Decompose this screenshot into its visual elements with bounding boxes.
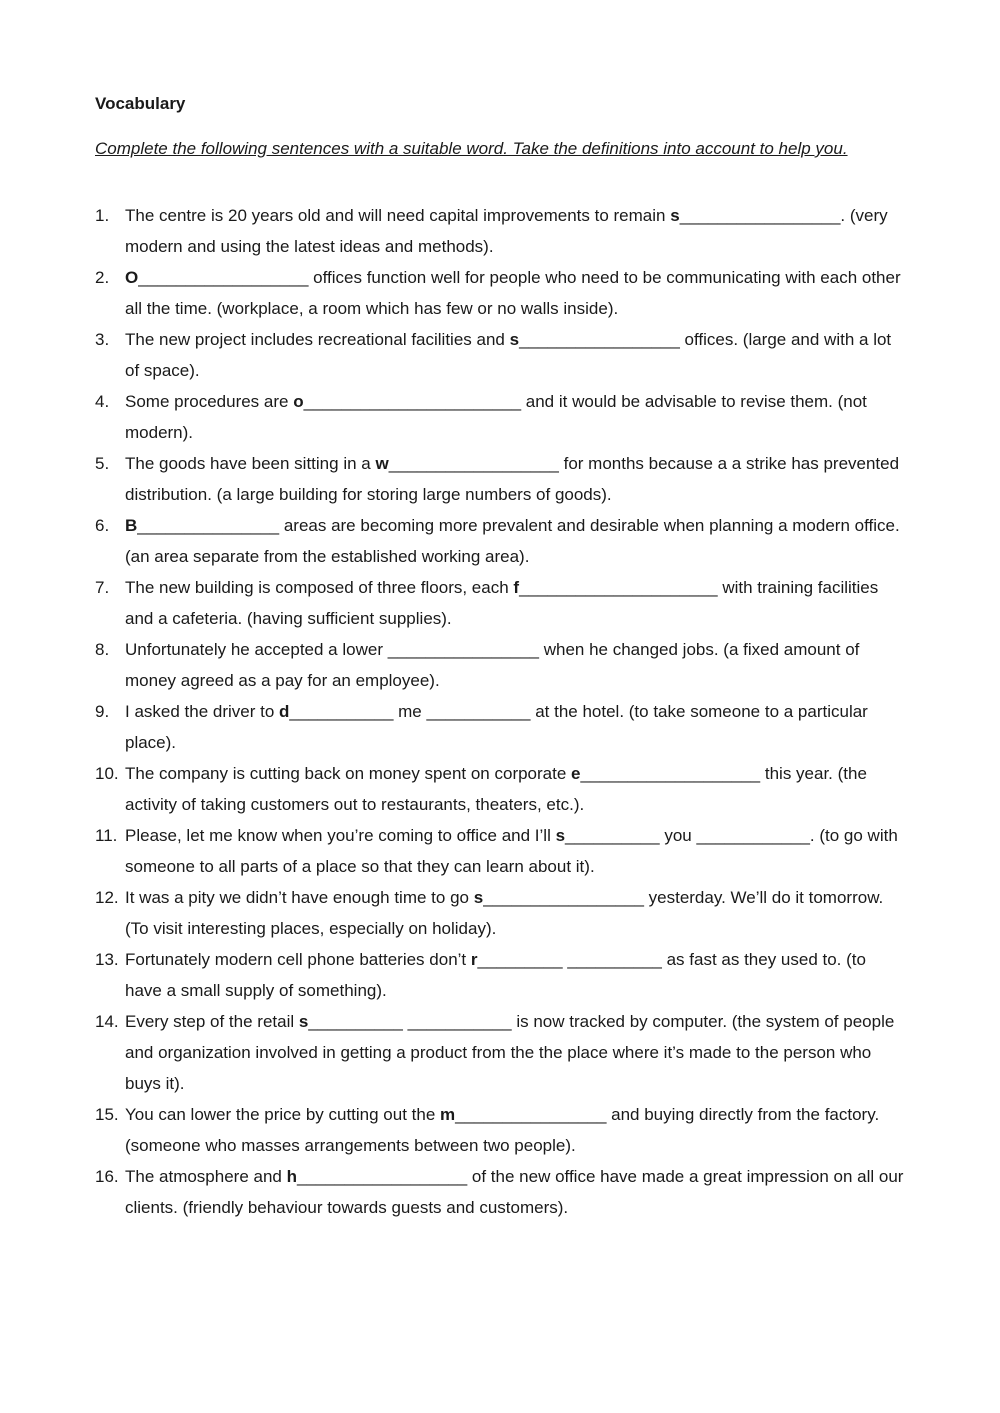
sentence-start: The goods have been sitting in a <box>125 454 376 473</box>
sentence-rest: _______________ areas are becoming more prevalent and desirable when planning a modern office. (an area separate from the established working area). <box>125 516 900 566</box>
item-text <box>125 392 867 442</box>
sentence-rest: __________________ offices function well for people who need to be communicating with each other all the time. (workplace, a room which has few or no walls inside). <box>125 268 901 318</box>
sentence-rest: ___________________ this year. (the activity of taking customers out to restaurants, theaters, etc.). <box>125 764 867 814</box>
sentence-rest: ________________ and buying directly from the factory. (someone who masses arrangements between two people). <box>125 1105 880 1155</box>
hint-letter: r <box>470 950 478 969</box>
sentence-rest: __________________ of the new office have made a great impression on all our clients. (friendly behaviour towards guests and customers). <box>125 1167 904 1217</box>
exercise-item <box>95 758 905 820</box>
sentence-rest: _______________________ and it would be advisable to revise them. (not modern). <box>125 392 867 442</box>
item-text <box>125 888 883 938</box>
sentence-start: Some procedures are <box>125 392 294 411</box>
sentence-start: The atmosphere and <box>125 1167 287 1186</box>
item-number: 6. <box>95 516 110 535</box>
sentence-start: I asked the driver to <box>125 702 280 721</box>
item-text <box>125 1012 894 1093</box>
sentence-start: Unfortunately he accepted a lower <box>125 640 388 659</box>
sentence-start: It was a pity we didn’t have enough time to go <box>125 888 474 907</box>
item-number: 4. <box>95 392 110 411</box>
item-number: 9. <box>95 702 110 721</box>
sentence-rest: _________________. (very modern and using the latest ideas and methods). <box>125 206 888 256</box>
hint-letter: d <box>279 702 290 721</box>
item-number: 10. <box>95 764 119 783</box>
exercise-item <box>95 696 905 758</box>
hint-letter: s <box>298 1012 309 1031</box>
sentence-start: The new project includes recreational facilities and <box>125 330 510 349</box>
instructions: Complete the following sentences with a suitable word. Take the definitions into account to help you. <box>95 139 848 158</box>
item-text <box>125 1105 879 1155</box>
hint-letter: B <box>125 516 138 535</box>
exercise-item <box>95 634 905 696</box>
item-number: 11. <box>95 826 118 845</box>
item-text <box>125 206 888 256</box>
hint-letter: O <box>125 268 139 287</box>
item-number: 15. <box>95 1105 119 1124</box>
hint-letter: s <box>509 330 520 349</box>
item-number: 13. <box>95 950 119 969</box>
item-text <box>125 454 899 504</box>
item-text <box>125 516 900 566</box>
item-number: 5. <box>95 454 110 473</box>
sentence-rest: _________ __________ as fast as they used to. (to have a small supply of something). <box>125 950 866 1000</box>
sentence-start: Please, let me know when you’re coming to office and I’ll <box>125 826 556 845</box>
exercise-item <box>95 572 905 634</box>
exercise-item <box>95 1006 905 1099</box>
sentence-start: Fortunately modern cell phone batteries don’t <box>125 950 471 969</box>
sentence-start: Every step of the retail <box>125 1012 299 1031</box>
exercise-item <box>95 324 905 386</box>
exercise-item <box>95 262 905 324</box>
hint-letter: e <box>571 764 581 783</box>
hint-letter: s <box>555 826 566 845</box>
item-text <box>125 826 898 876</box>
item-text <box>125 702 868 752</box>
item-number: 14. <box>95 1012 119 1031</box>
hint-letter: o <box>293 392 304 411</box>
item-text <box>125 330 891 380</box>
item-number: 12. <box>95 888 119 907</box>
item-number: 2. <box>95 268 110 287</box>
item-text <box>125 578 878 628</box>
hint-letter: m <box>440 1105 456 1124</box>
page-title: Vocabulary <box>95 94 186 113</box>
exercise-item <box>95 200 905 262</box>
item-number: 16. <box>95 1167 119 1186</box>
sentence-rest: __________ ___________ is now tracked by computer. (the system of people and organization involved in getting a product from the the place where it’s made to the person who buys it). <box>125 1012 895 1093</box>
hint-letter: h <box>286 1167 297 1186</box>
sentence-rest: _________________ yesterday. We’ll do it tomorrow. (To visit interesting places, especially on holiday). <box>125 888 884 938</box>
sentence-rest: ___________ me ___________ at the hotel. (to take someone to a particular place). <box>125 702 868 752</box>
item-number: 8. <box>95 640 110 659</box>
item-text <box>125 764 867 814</box>
sentence-rest: _________________ offices. (large and with a lot of space). <box>125 330 892 380</box>
exercise-item <box>95 820 905 882</box>
exercise-item <box>95 882 905 944</box>
item-text <box>125 950 866 1000</box>
sentence-rest: __________ you ____________. (to go with someone to all parts of a place so that they can learn about it). <box>125 826 898 876</box>
exercise-item <box>95 510 905 572</box>
sentence-rest: _____________________ with training facilities and a cafeteria. (having sufficient supplies). <box>125 578 879 628</box>
sentence-rest: ________________ when he changed jobs. (a fixed amount of money agreed as a pay for an employee). <box>125 640 860 690</box>
exercise-list <box>95 200 905 1223</box>
item-text <box>125 268 901 318</box>
hint-letter: f <box>513 578 520 597</box>
hint-letter: s <box>473 888 484 907</box>
sentence-start: The new building is composed of three floors, each <box>125 578 514 597</box>
item-number: 3. <box>95 330 110 349</box>
sentence-start: The company is cutting back on money spent on corporate <box>125 764 572 783</box>
exercise-item <box>95 1161 905 1223</box>
item-text <box>125 640 859 690</box>
item-text <box>125 1167 903 1217</box>
item-number: 1. <box>95 206 110 225</box>
exercise-item <box>95 1099 905 1161</box>
exercise-item <box>95 448 905 510</box>
sentence-start: You can lower the price by cutting out the <box>125 1105 441 1124</box>
sentence-start: The centre is 20 years old and will need capital improvements to remain <box>125 206 671 225</box>
exercise-item <box>95 386 905 448</box>
sentence-rest: __________________ for months because a a strike has prevented distribution. (a large building for storing large numbers of goods). <box>125 454 900 504</box>
hint-letter: s <box>670 206 680 225</box>
item-number: 7. <box>95 578 110 597</box>
hint-letter: w <box>375 454 389 473</box>
exercise-item <box>95 944 905 1006</box>
